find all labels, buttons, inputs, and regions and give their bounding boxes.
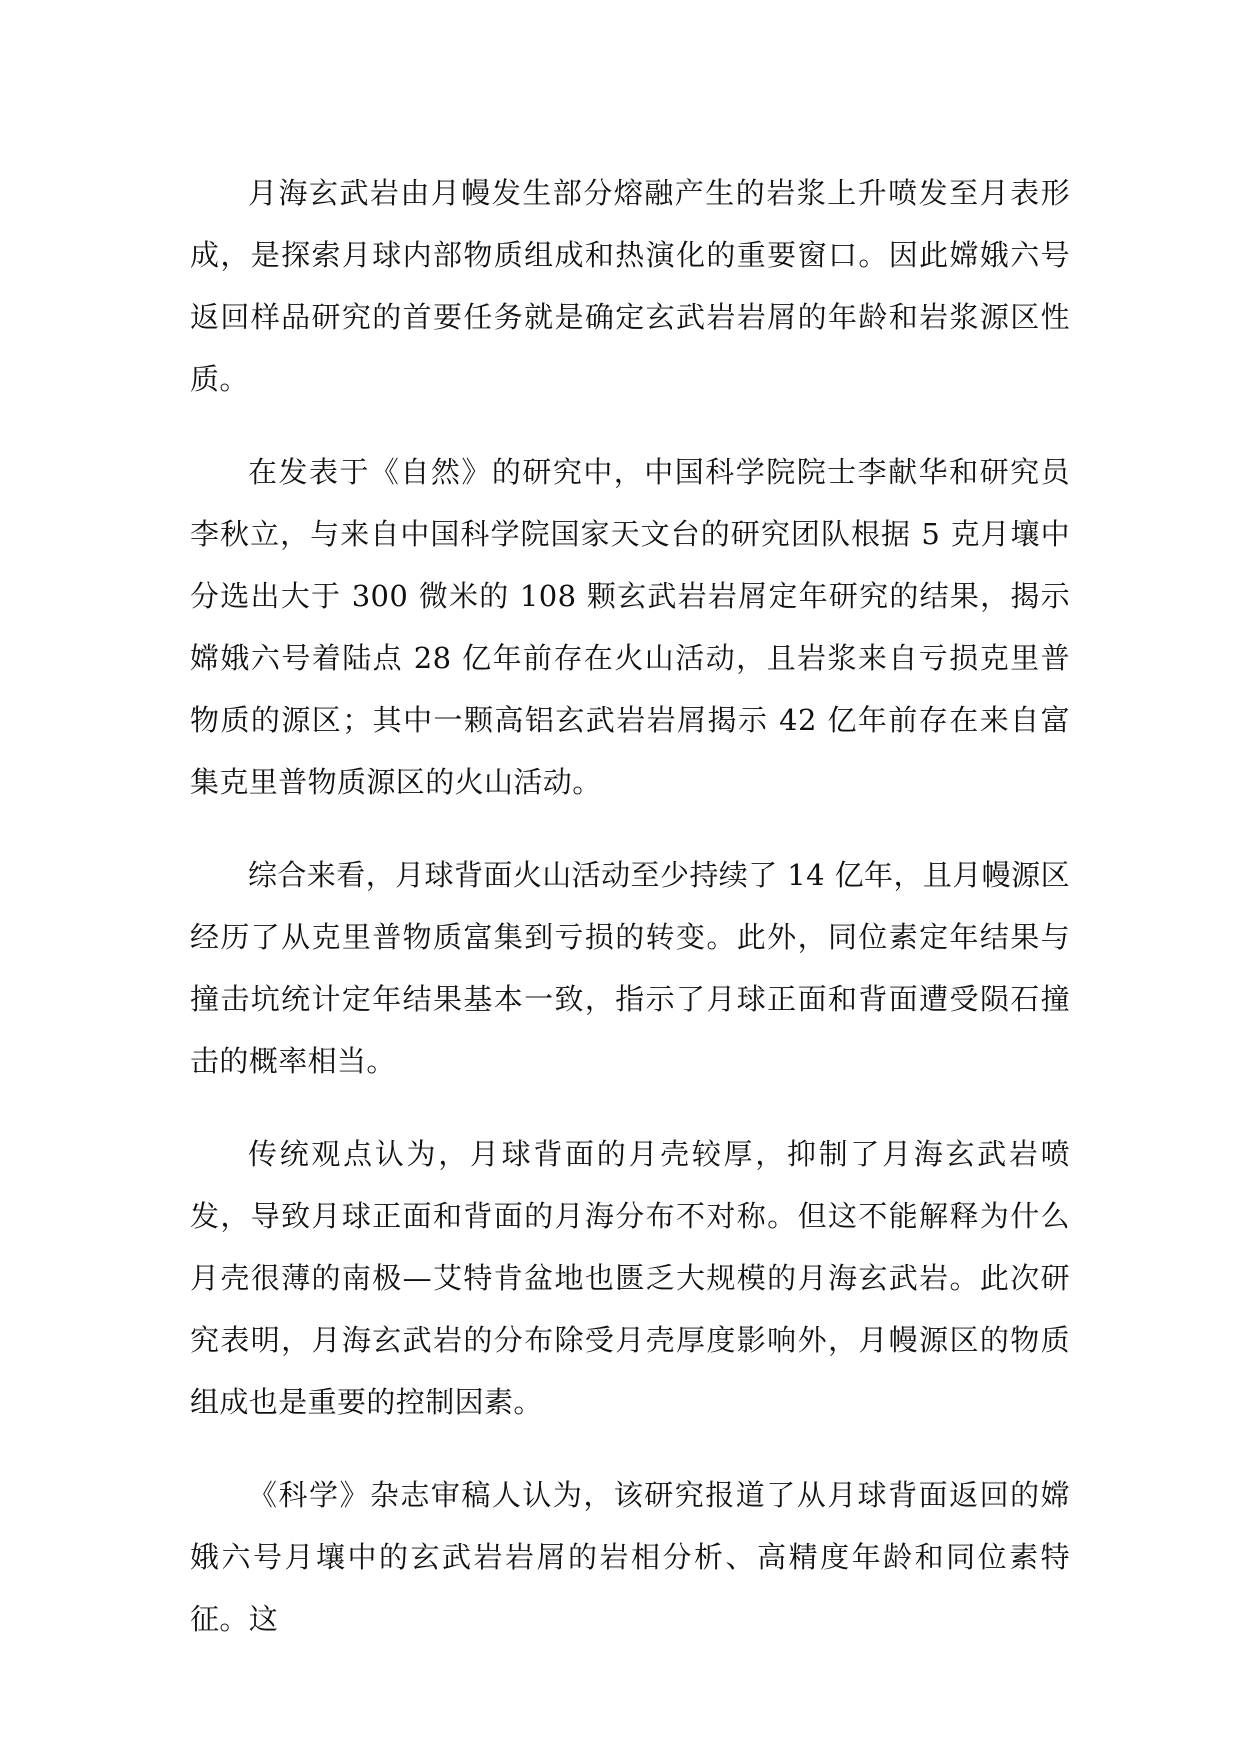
paragraph-traditional-view: 传统观点认为，月球背面的月壳较厚，抑制了月海玄武岩喷发，导致月球正面和背面的月海分布不对称。但这不能解释为什么月壳很薄的南极—艾特肯盆地也匮乏大规模的月海玄武岩。此次研究表明，月海玄武岩的分布除受月壳厚度影响外，月幔源区的物质组成也是重要的控制因素。 [190,1137,1070,1419]
paragraph-nature-study: 在发表于《自然》的研究中，中国科学院院士李献华和研究员李秋立，与来自中国科学院国家天文台的研究团队根据 5 克月壤中分选出大于 300 微米的 108 颗玄武岩岩屑定年研究的结果，揭示嫦娥六号着陆点 28 亿年前存在火山活动，且岩浆来自亏损克里普物质的源区；其中一颗高铝玄武岩岩屑揭示 42 亿年前存在来自富集克里普物质源区的火山活动。 [190,455,1070,799]
paragraph-basalt-origin: 月海玄武岩由月幔发生部分熔融产生的岩浆上升喷发至月表形成，是探索月球内部物质组成和热演化的重要窗口。因此嫦娥六号返回样品研究的首要任务就是确定玄武岩岩屑的年龄和岩浆源区性质。 [190,176,1070,396]
paragraph-science-review: 《科学》杂志审稿人认为，该研究报道了从月球背面返回的嫦娥六号月壤中的玄武岩岩屑的岩相分析、高精度年龄和同位素特征。这 [190,1478,1070,1636]
paragraph-summary: 综合来看，月球背面火山活动至少持续了 14 亿年，且月幔源区经历了从克里普物质富集到亏损的转变。此外，同位素定年结果与撞击坑统计定年结果基本一致，指示了月球正面和背面遭受陨石撞击的概率相当。 [190,858,1070,1078]
article-body [190,162,1070,1681]
